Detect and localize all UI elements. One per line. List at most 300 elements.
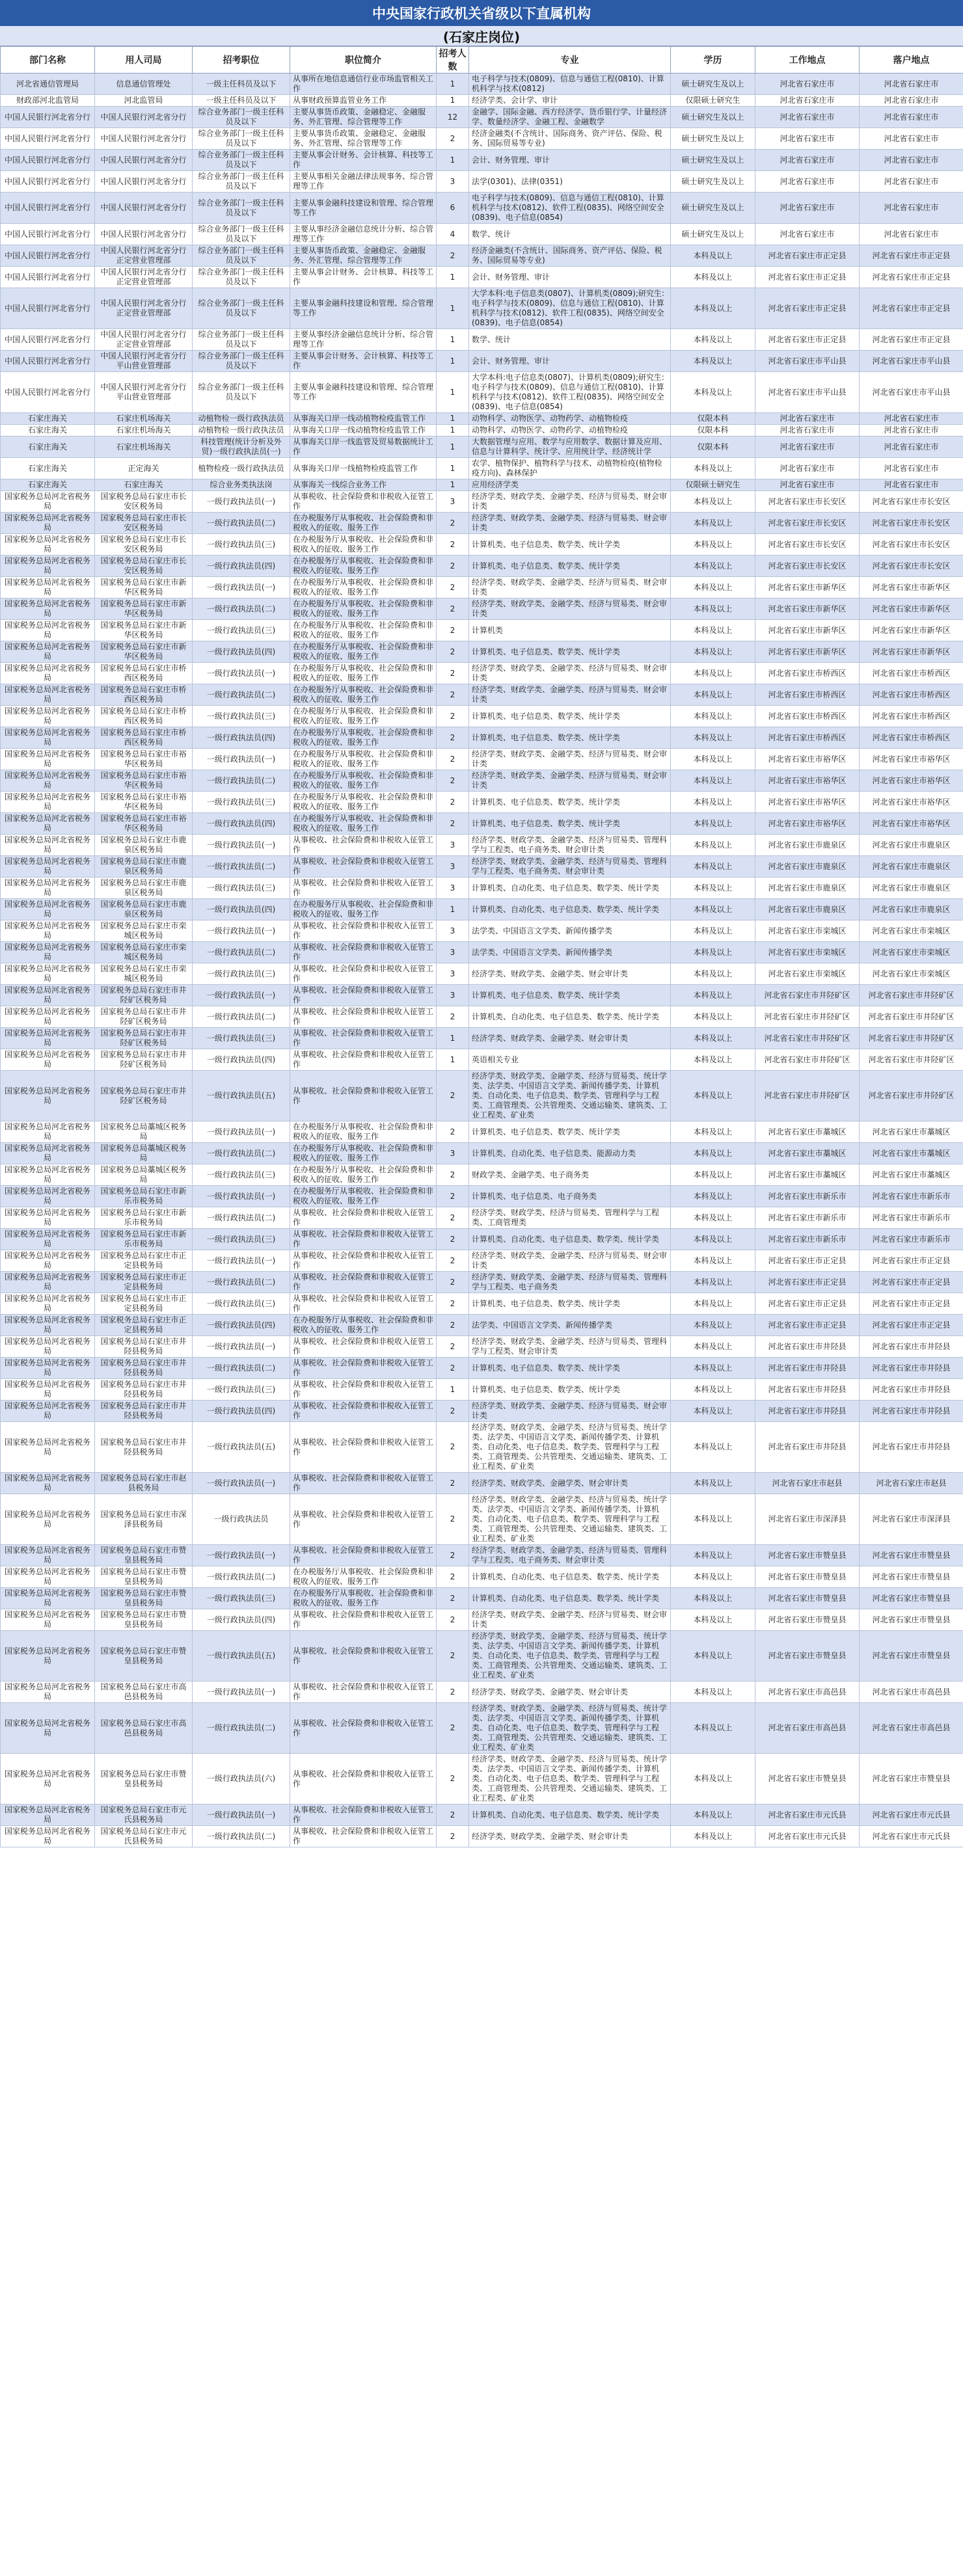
cell-position: 一级行政执法员(一) xyxy=(193,1336,290,1358)
cell-education: 本科及以上 xyxy=(671,1703,755,1754)
cell-count: 2 xyxy=(437,1473,469,1494)
cell-major: 经济学类、财政学类、金融学类、经济与贸易类、管理科学与工程类、财会审计类 xyxy=(469,1336,671,1358)
table-row xyxy=(1,985,963,1006)
cell-registration-location: 河北省石家庄市正定县 xyxy=(860,245,963,267)
table-row xyxy=(1,1049,963,1071)
cell-major: 会计、财务管理、审计 xyxy=(469,267,671,288)
cell-position: 一级行政执法员(三) xyxy=(193,1293,290,1315)
cell-major: 经济学类、财政学类、金融学类、经济与贸易类、财会审计类 xyxy=(469,598,671,620)
cell-registration-location: 河北省石家庄市 xyxy=(860,479,963,491)
cell-major: 计算机类、电子信息类、电子商务类 xyxy=(469,1186,671,1207)
cell-position: 一级行政执法员(四) xyxy=(193,1049,290,1071)
cell-intro: 在办税服务厅从事税收、社会保险费和非税收入的征收、服务工作 xyxy=(290,513,437,534)
cell-registration-location: 河北省石家庄市鹿泉区 xyxy=(860,856,963,878)
cell-intro: 主要从事经济金融信息统计分析、综合管理等工作 xyxy=(290,329,437,351)
cell-bureau: 国家税务总局石家庄市长安区税务局 xyxy=(95,513,193,534)
cell-bureau: 中国人民银行河北省分行 xyxy=(95,171,193,193)
cell-work-location: 河北省石家庄市 xyxy=(755,436,860,458)
column-header-education: 学历 xyxy=(671,47,755,74)
cell-dept: 国家税务总局河北省税务局 xyxy=(1,663,95,684)
cell-intro: 从事所在地信息通信行业市场监管相关工作 xyxy=(290,74,437,95)
table-row xyxy=(1,813,963,835)
cell-major: 法学类、中国语言文学类、新闻传播学类 xyxy=(469,942,671,963)
cell-intro: 从事海关口岸一线动植物检疫监管工作 xyxy=(290,413,437,425)
cell-position: 综合业务部门一级主任科员及以下 xyxy=(193,107,290,128)
cell-position: 综合业务部门一级主任科员及以下 xyxy=(193,171,290,193)
cell-count: 2 xyxy=(437,128,469,150)
cell-position: 一级行政执法员(二) xyxy=(193,1207,290,1229)
cell-major: 大数据管理与应用、数学与应用数学、数据计算及应用、信息与计算科学、统计学、应用统计学、经济统计学 xyxy=(469,436,671,458)
cell-position: 综合业务部门一级主任科员及以下 xyxy=(193,128,290,150)
cell-major: 经济学类、财政学类、金融学类、经济与贸易类、财会审计类 xyxy=(469,749,671,770)
cell-dept: 国家税务总局河北省税务局 xyxy=(1,641,95,663)
cell-registration-location: 河北省石家庄市 xyxy=(860,107,963,128)
cell-education: 本科及以上 xyxy=(671,534,755,556)
cell-work-location: 河北省石家庄市新乐市 xyxy=(755,1186,860,1207)
cell-bureau: 国家税务总局石家庄市鹿泉区税务局 xyxy=(95,856,193,878)
table-row xyxy=(1,1754,963,1805)
cell-intro: 从事税收、社会保险费和非税收入征管工作 xyxy=(290,1609,437,1631)
cell-position: 综合业务部门一级主任科员及以下 xyxy=(193,245,290,267)
cell-dept: 中国人民银行河北省分行 xyxy=(1,193,95,224)
cell-position: 植物检疫一级行政执法员 xyxy=(193,458,290,479)
cell-bureau: 石家庄机场海关 xyxy=(95,436,193,458)
table-row xyxy=(1,413,963,425)
table-row xyxy=(1,835,963,856)
cell-position: 一级行政执法员(五) xyxy=(193,1422,290,1473)
cell-count: 2 xyxy=(437,245,469,267)
cell-major: 计算机类、电子信息类、数学类、统计学类 xyxy=(469,556,671,577)
cell-registration-location: 河北省石家庄市新华区 xyxy=(860,620,963,641)
cell-work-location: 河北省石家庄市裕华区 xyxy=(755,813,860,835)
cell-education: 仅限本科 xyxy=(671,425,755,436)
cell-position: 一级行政执法员(二) xyxy=(193,1703,290,1754)
cell-work-location: 河北省石家庄市正定县 xyxy=(755,1272,860,1293)
cell-bureau: 中国人民银行河北省分行 xyxy=(95,224,193,245)
cell-work-location: 河北省石家庄市藁城区 xyxy=(755,1121,860,1143)
cell-dept: 国家税务总局河北省税务局 xyxy=(1,1631,95,1682)
cell-work-location: 河北省石家庄市新华区 xyxy=(755,598,860,620)
cell-position: 一级行政执法员(一) xyxy=(193,577,290,598)
cell-dept: 国家税务总局河北省税务局 xyxy=(1,1272,95,1293)
table-row xyxy=(1,1609,963,1631)
cell-registration-location: 河北省石家庄市赞皇县 xyxy=(860,1609,963,1631)
cell-intro: 主要从事金融科技建设和管理、综合管理等工作 xyxy=(290,288,437,329)
cell-intro: 在办税服务厅从事税收、社会保险费和非税收入的征收、服务工作 xyxy=(290,1588,437,1609)
cell-work-location: 河北省石家庄市长安区 xyxy=(755,534,860,556)
cell-bureau: 国家税务总局石家庄市正定县税务局 xyxy=(95,1315,193,1336)
cell-intro: 从事税收、社会保险费和非税收入征管工作 xyxy=(290,1473,437,1494)
cell-work-location: 河北省石家庄市井陉矿区 xyxy=(755,1071,860,1121)
cell-education: 硕士研究生及以上 xyxy=(671,171,755,193)
cell-position: 综合业务部门一级主任科员及以下 xyxy=(193,224,290,245)
cell-position: 一级行政执法员(四) xyxy=(193,899,290,920)
cell-intro: 在办税服务厅从事税收、社会保险费和非税收入的征收、服务工作 xyxy=(290,620,437,641)
cell-dept: 国家税务总局河北省税务局 xyxy=(1,1121,95,1143)
table-row xyxy=(1,128,963,150)
cell-work-location: 河北省石家庄市赞皇县 xyxy=(755,1609,860,1631)
cell-work-location: 河北省石家庄市正定县 xyxy=(755,245,860,267)
cell-bureau: 国家税务总局石家庄市高邑县税务局 xyxy=(95,1682,193,1703)
cell-work-location: 河北省石家庄市 xyxy=(755,413,860,425)
cell-dept: 国家税务总局河北省税务局 xyxy=(1,920,95,942)
cell-count: 2 xyxy=(437,577,469,598)
cell-dept: 国家税务总局河北省税务局 xyxy=(1,813,95,835)
cell-position: 综合业务部门一级主任科员及以下 xyxy=(193,150,290,171)
cell-count: 2 xyxy=(437,598,469,620)
cell-major: 计算机类、电子信息类、数学类、统计学类 xyxy=(469,727,671,749)
cell-position: 综合业务部门一级主任科员及以下 xyxy=(193,329,290,351)
cell-position: 一级行政执法员(一) xyxy=(193,491,290,513)
cell-registration-location: 河北省石家庄市 xyxy=(860,95,963,107)
cell-position: 综合业务类执法岗 xyxy=(193,479,290,491)
cell-intro: 从事税收、社会保险费和非税收入征管工作 xyxy=(290,1401,437,1422)
cell-education: 本科及以上 xyxy=(671,813,755,835)
cell-registration-location: 河北省石家庄市鹿泉区 xyxy=(860,878,963,899)
cell-work-location: 河北省石家庄市裕华区 xyxy=(755,792,860,813)
cell-registration-location: 河北省石家庄市井陉矿区 xyxy=(860,1006,963,1028)
table-row xyxy=(1,150,963,171)
cell-registration-location: 河北省石家庄市藁城区 xyxy=(860,1121,963,1143)
cell-bureau: 国家税务总局石家庄市裕华区税务局 xyxy=(95,813,193,835)
table-row xyxy=(1,1250,963,1272)
cell-count: 2 xyxy=(437,513,469,534)
cell-position: 一级行政执法员(二) xyxy=(193,1006,290,1028)
cell-work-location: 河北省石家庄市新华区 xyxy=(755,620,860,641)
table-row xyxy=(1,513,963,534)
cell-registration-location: 河北省石家庄市鹿泉区 xyxy=(860,835,963,856)
cell-education: 仅限硕士研究生 xyxy=(671,479,755,491)
cell-count: 2 xyxy=(437,1272,469,1293)
cell-count: 3 xyxy=(437,835,469,856)
table-row xyxy=(1,1121,963,1143)
cell-major: 经济金融类(不含统计、国际商务、资产评估、保险、税务、国际贸易等专业) xyxy=(469,245,671,267)
cell-registration-location: 河北省石家庄市井陉县 xyxy=(860,1422,963,1473)
cell-registration-location: 河北省石家庄市 xyxy=(860,425,963,436)
cell-count: 2 xyxy=(437,1358,469,1379)
table-row xyxy=(1,74,963,95)
cell-position: 一级行政执法员(二) xyxy=(193,1358,290,1379)
table-row xyxy=(1,1826,963,1847)
table-row xyxy=(1,598,963,620)
cell-dept: 国家税务总局河北省税务局 xyxy=(1,598,95,620)
cell-work-location: 河北省石家庄市赞皇县 xyxy=(755,1631,860,1682)
cell-work-location: 河北省石家庄市赞皇县 xyxy=(755,1566,860,1588)
cell-major: 计算机类、电子信息类、数学类、统计学类 xyxy=(469,813,671,835)
cell-dept: 中国人民银行河北省分行 xyxy=(1,107,95,128)
cell-work-location: 河北省石家庄市赞皇县 xyxy=(755,1754,860,1805)
cell-major: 计算机类、自动化类、电子信息类、数学类、统计学类 xyxy=(469,1805,671,1826)
cell-major: 计算机类、自动化类、电子信息类、能源动力类 xyxy=(469,1143,671,1164)
cell-dept: 中国人民银行河北省分行 xyxy=(1,372,95,413)
cell-intro: 从事税收、社会保险费和非税收入征管工作 xyxy=(290,856,437,878)
table-row xyxy=(1,556,963,577)
cell-bureau: 中国人民银行河北省分行 xyxy=(95,107,193,128)
cell-intro: 从事税收、社会保险费和非税收入征管工作 xyxy=(290,1071,437,1121)
cell-dept: 国家税务总局河北省税务局 xyxy=(1,835,95,856)
cell-dept: 国家税务总局河北省税务局 xyxy=(1,1143,95,1164)
cell-work-location: 河北省石家庄市藁城区 xyxy=(755,1164,860,1186)
cell-count: 1 xyxy=(437,329,469,351)
cell-major: 计算机类、电子信息类、数学类、统计学类 xyxy=(469,985,671,1006)
cell-bureau: 中国人民银行河北省分行 xyxy=(95,128,193,150)
cell-count: 2 xyxy=(437,706,469,727)
cell-major: 计算机类、自动化类、电子信息类、数学类、统计学类 xyxy=(469,1566,671,1588)
cell-bureau: 石家庄机场海关 xyxy=(95,413,193,425)
cell-education: 本科及以上 xyxy=(671,1754,755,1805)
cell-bureau: 国家税务总局石家庄市长安区税务局 xyxy=(95,491,193,513)
cell-bureau: 国家税务总局石家庄市新华区税务局 xyxy=(95,598,193,620)
cell-count: 2 xyxy=(437,1315,469,1336)
cell-bureau: 国家税务总局石家庄市正定县税务局 xyxy=(95,1272,193,1293)
cell-intro: 从事税收、社会保险费和非税收入征管工作 xyxy=(290,1049,437,1071)
cell-intro: 在办税服务厅从事税收、社会保险费和非税收入的征收、服务工作 xyxy=(290,641,437,663)
cell-work-location: 河北省石家庄市新华区 xyxy=(755,577,860,598)
cell-bureau: 国家税务总局石家庄市桥西区税务局 xyxy=(95,684,193,706)
cell-registration-location: 河北省石家庄市平山县 xyxy=(860,372,963,413)
cell-education: 本科及以上 xyxy=(671,288,755,329)
cell-work-location: 河北省石家庄市元氏县 xyxy=(755,1826,860,1847)
cell-position: 一级行政执法员(一) xyxy=(193,1186,290,1207)
cell-bureau: 国家税务总局石家庄市栾城区税务局 xyxy=(95,963,193,985)
cell-intro: 在办税服务厅从事税收、社会保险费和非税收入的征收、服务工作 xyxy=(290,1143,437,1164)
cell-intro: 从事税收、社会保险费和非税收入征管工作 xyxy=(290,1703,437,1754)
table-row xyxy=(1,534,963,556)
table-row xyxy=(1,1494,963,1545)
cell-count: 4 xyxy=(437,224,469,245)
cell-bureau: 国家税务总局藁城区税务局 xyxy=(95,1164,193,1186)
cell-position: 动植物检一级行政执法员 xyxy=(193,413,290,425)
cell-bureau: 国家税务总局藁城区税务局 xyxy=(95,1143,193,1164)
cell-dept: 国家税务总局河北省税务局 xyxy=(1,727,95,749)
cell-education: 本科及以上 xyxy=(671,1494,755,1545)
cell-registration-location: 河北省石家庄市 xyxy=(860,458,963,479)
cell-bureau: 信息通信管理处 xyxy=(95,74,193,95)
cell-count: 6 xyxy=(437,193,469,224)
cell-intro: 在办税服务厅从事税收、社会保险费和非税收入的征收、服务工作 xyxy=(290,556,437,577)
cell-work-location: 河北省石家庄市正定县 xyxy=(755,267,860,288)
cell-count: 2 xyxy=(437,1631,469,1682)
cell-major: 计算机类、自动化类、电子信息类、数学类、统计学类 xyxy=(469,1588,671,1609)
cell-count: 2 xyxy=(437,1006,469,1028)
cell-count: 2 xyxy=(437,1336,469,1358)
cell-registration-location: 河北省石家庄市鹿泉区 xyxy=(860,899,963,920)
table-row xyxy=(1,577,963,598)
cell-position: 动植物检一级行政执法员 xyxy=(193,425,290,436)
cell-dept: 国家税务总局河北省税务局 xyxy=(1,1703,95,1754)
cell-bureau: 国家税务总局石家庄市裕华区税务局 xyxy=(95,749,193,770)
cell-intro: 从事海关口岸一线监管及贸易数据统计工作 xyxy=(290,436,437,458)
cell-bureau: 国家税务总局石家庄市裕华区税务局 xyxy=(95,792,193,813)
cell-registration-location: 河北省石家庄市 xyxy=(860,436,963,458)
cell-major: 经济学类、财政学类、金融学类、经济与贸易类、财会审计类 xyxy=(469,1609,671,1631)
cell-registration-location: 河北省石家庄市栾城区 xyxy=(860,920,963,942)
cell-education: 本科及以上 xyxy=(671,1566,755,1588)
table-row xyxy=(1,267,963,288)
cell-dept: 国家税务总局河北省税务局 xyxy=(1,534,95,556)
cell-intro: 在办税服务厅从事税收、社会保险费和非税收入的征收、服务工作 xyxy=(290,706,437,727)
cell-education: 本科及以上 xyxy=(671,267,755,288)
cell-registration-location: 河北省石家庄市元氏县 xyxy=(860,1826,963,1847)
cell-major: 法学类、中国语言文学类、新闻传播学类 xyxy=(469,1315,671,1336)
cell-registration-location: 河北省石家庄市长安区 xyxy=(860,513,963,534)
cell-dept: 国家税务总局河北省税务局 xyxy=(1,1250,95,1272)
cell-registration-location: 河北省石家庄市赞皇县 xyxy=(860,1588,963,1609)
table-row xyxy=(1,171,963,193)
cell-count: 1 xyxy=(437,1379,469,1401)
table-row xyxy=(1,224,963,245)
cell-intro: 从事税收、社会保险费和非税收入征管工作 xyxy=(290,1379,437,1401)
cell-intro: 在办税服务厅从事税收、社会保险费和非税收入的征收、服务工作 xyxy=(290,598,437,620)
cell-major: 经济学类、财政学类、金融学类、经济与贸易类、统计学类、法学类、中国语言文学类、新闻传播学类、计算机类、自动化类、电子信息类、数学类、管理科学与工程类、工商管理类、公共管理类、交通运输类、建筑类、工业工程类、矿业类 xyxy=(469,1631,671,1682)
cell-major: 动物科学、动物医学、动物药学、动植物检疫 xyxy=(469,425,671,436)
cell-major: 电子科学与技术(0809)、信息与通信工程(0810)、计算机科学与技术(0812)、软件工程(0835)、网络空间安全(0839)、电子信息(0854) xyxy=(469,193,671,224)
cell-bureau: 国家税务总局石家庄市长安区税务局 xyxy=(95,534,193,556)
cell-work-location: 河北省石家庄市桥西区 xyxy=(755,706,860,727)
cell-count: 1 xyxy=(437,351,469,372)
cell-registration-location: 河北省石家庄市新乐市 xyxy=(860,1229,963,1250)
table-row xyxy=(1,1358,963,1379)
cell-count: 1 xyxy=(437,1049,469,1071)
cell-dept: 石家庄海关 xyxy=(1,479,95,491)
cell-bureau: 国家税务总局石家庄市井陉矿区税务局 xyxy=(95,1028,193,1049)
cell-position: 一级行政执法员(五) xyxy=(193,1631,290,1682)
table-row xyxy=(1,620,963,641)
cell-registration-location: 河北省石家庄市裕华区 xyxy=(860,770,963,792)
cell-work-location: 河北省石家庄市桥西区 xyxy=(755,727,860,749)
cell-bureau: 中国人民银行河北省分行正定营业管理部 xyxy=(95,267,193,288)
table-row xyxy=(1,749,963,770)
table-row xyxy=(1,1682,963,1703)
table-row xyxy=(1,770,963,792)
cell-education: 本科及以上 xyxy=(671,899,755,920)
cell-major: 数学、统计 xyxy=(469,224,671,245)
cell-dept: 国家税务总局河北省税务局 xyxy=(1,684,95,706)
cell-registration-location: 河北省石家庄市长安区 xyxy=(860,556,963,577)
cell-work-location: 河北省石家庄市新乐市 xyxy=(755,1229,860,1250)
cell-bureau: 国家税务总局石家庄市赞皇县税务局 xyxy=(95,1566,193,1588)
cell-education: 本科及以上 xyxy=(671,1121,755,1143)
cell-count: 2 xyxy=(437,1293,469,1315)
cell-intro: 从事海关口岸一线动植物检疫监管工作 xyxy=(290,425,437,436)
cell-position: 一级行政执法员(三) xyxy=(193,878,290,899)
cell-count: 3 xyxy=(437,942,469,963)
cell-major: 经济学类、财政学类、金融学类、财会审计类 xyxy=(469,1826,671,1847)
cell-registration-location: 河北省石家庄市正定县 xyxy=(860,1293,963,1315)
cell-count: 2 xyxy=(437,1207,469,1229)
cell-education: 仅限硕士研究生 xyxy=(671,95,755,107)
cell-education: 本科及以上 xyxy=(671,458,755,479)
cell-dept: 国家税务总局河北省税务局 xyxy=(1,1071,95,1121)
cell-registration-location: 河北省石家庄市赞皇县 xyxy=(860,1631,963,1682)
table-row xyxy=(1,107,963,128)
cell-registration-location: 河北省石家庄市 xyxy=(860,128,963,150)
cell-bureau: 国家税务总局石家庄市元氏县税务局 xyxy=(95,1826,193,1847)
cell-work-location: 河北省石家庄市栾城区 xyxy=(755,963,860,985)
cell-intro: 从事税收、社会保险费和非税收入征管工作 xyxy=(290,1682,437,1703)
cell-dept: 国家税务总局河北省税务局 xyxy=(1,878,95,899)
cell-registration-location: 河北省石家庄市井陉县 xyxy=(860,1401,963,1422)
cell-dept: 中国人民银行河北省分行 xyxy=(1,288,95,329)
cell-dept: 国家税务总局河北省税务局 xyxy=(1,770,95,792)
cell-education: 本科及以上 xyxy=(671,1609,755,1631)
cell-intro: 主要从事货币政策、金融稳定、金融服务、外汇管理、综合管理等工作 xyxy=(290,128,437,150)
cell-dept: 国家税务总局河北省税务局 xyxy=(1,1473,95,1494)
cell-work-location: 河北省石家庄市井陉矿区 xyxy=(755,1049,860,1071)
cell-intro: 主要从事金融科技建设和管理、综合管理等工作 xyxy=(290,372,437,413)
cell-work-location: 河北省石家庄市栾城区 xyxy=(755,920,860,942)
cell-dept: 国家税务总局河北省税务局 xyxy=(1,1358,95,1379)
cell-position: 一级行政执法员(二) xyxy=(193,1272,290,1293)
cell-major: 数学、统计 xyxy=(469,329,671,351)
cell-count: 1 xyxy=(437,288,469,329)
cell-education: 本科及以上 xyxy=(671,641,755,663)
cell-registration-location: 河北省石家庄市裕华区 xyxy=(860,749,963,770)
cell-work-location: 河北省石家庄市元氏县 xyxy=(755,1805,860,1826)
cell-work-location: 河北省石家庄市鹿泉区 xyxy=(755,856,860,878)
cell-education: 本科及以上 xyxy=(671,1401,755,1422)
cell-major: 计算机类、电子信息类、数学类、统计学类 xyxy=(469,1293,671,1315)
cell-dept: 国家税务总局河北省税务局 xyxy=(1,792,95,813)
cell-position: 一级行政执法员(四) xyxy=(193,1401,290,1422)
cell-position: 一级行政执法员(一) xyxy=(193,1682,290,1703)
cell-education: 本科及以上 xyxy=(671,1826,755,1847)
cell-bureau: 国家税务总局石家庄市井陉县税务局 xyxy=(95,1422,193,1473)
cell-work-location: 河北省石家庄市 xyxy=(755,171,860,193)
cell-registration-location: 河北省石家庄市正定县 xyxy=(860,1315,963,1336)
cell-education: 本科及以上 xyxy=(671,1805,755,1826)
cell-education: 本科及以上 xyxy=(671,1071,755,1121)
cell-work-location: 河北省石家庄市鹿泉区 xyxy=(755,878,860,899)
column-header-bureau: 用人司局 xyxy=(95,47,193,74)
cell-major: 计算机类、电子信息类、数学类、统计学类 xyxy=(469,706,671,727)
cell-dept: 国家税务总局河北省税务局 xyxy=(1,899,95,920)
cell-education: 本科及以上 xyxy=(671,1588,755,1609)
cell-registration-location: 河北省石家庄市正定县 xyxy=(860,329,963,351)
cell-position: 综合业务部门一级主任科员及以下 xyxy=(193,193,290,224)
page-subtitle: (石家庄岗位) xyxy=(0,26,963,46)
cell-dept: 国家税务总局河北省税务局 xyxy=(1,1494,95,1545)
cell-intro: 从事税收、社会保险费和非税收入征管工作 xyxy=(290,1358,437,1379)
table-row xyxy=(1,1336,963,1358)
cell-work-location: 河北省石家庄市赵县 xyxy=(755,1473,860,1494)
cell-intro: 在办税服务厅从事税收、社会保险费和非税收入的征收、服务工作 xyxy=(290,792,437,813)
cell-dept: 国家税务总局河北省税务局 xyxy=(1,1545,95,1566)
cell-bureau: 国家税务总局石家庄市正定县税务局 xyxy=(95,1293,193,1315)
cell-work-location: 河北省石家庄市 xyxy=(755,479,860,491)
cell-intro: 主要从事会计财务、会计核算、科技等工作 xyxy=(290,150,437,171)
cell-work-location: 河北省石家庄市 xyxy=(755,458,860,479)
cell-count: 1 xyxy=(437,95,469,107)
cell-count: 3 xyxy=(437,985,469,1006)
table-row xyxy=(1,1207,963,1229)
cell-count: 2 xyxy=(437,1071,469,1121)
cell-major: 计算机类、自动化类、电子信息类、数学类、统计学类 xyxy=(469,878,671,899)
cell-major: 经济学类、财政学类、金融学类、财会审计类 xyxy=(469,1473,671,1494)
cell-position: 一级行政执法员(二) xyxy=(193,598,290,620)
cell-education: 本科及以上 xyxy=(671,706,755,727)
cell-work-location: 河北省石家庄市正定县 xyxy=(755,1315,860,1336)
cell-dept: 国家税务总局河北省税务局 xyxy=(1,491,95,513)
cell-position: 一级行政执法员(四) xyxy=(193,1315,290,1336)
cell-position: 综合业务部门一级主任科员及以下 xyxy=(193,372,290,413)
cell-position: 一级行政执法员(一) xyxy=(193,1250,290,1272)
cell-major: 英语相关专业 xyxy=(469,1049,671,1071)
cell-registration-location: 河北省石家庄市井陉矿区 xyxy=(860,985,963,1006)
cell-major: 经济学类、财政学类、金融学类、经济与贸易类、财会审计类 xyxy=(469,770,671,792)
cell-registration-location: 河北省石家庄市新乐市 xyxy=(860,1186,963,1207)
cell-registration-location: 河北省石家庄市元氏县 xyxy=(860,1805,963,1826)
